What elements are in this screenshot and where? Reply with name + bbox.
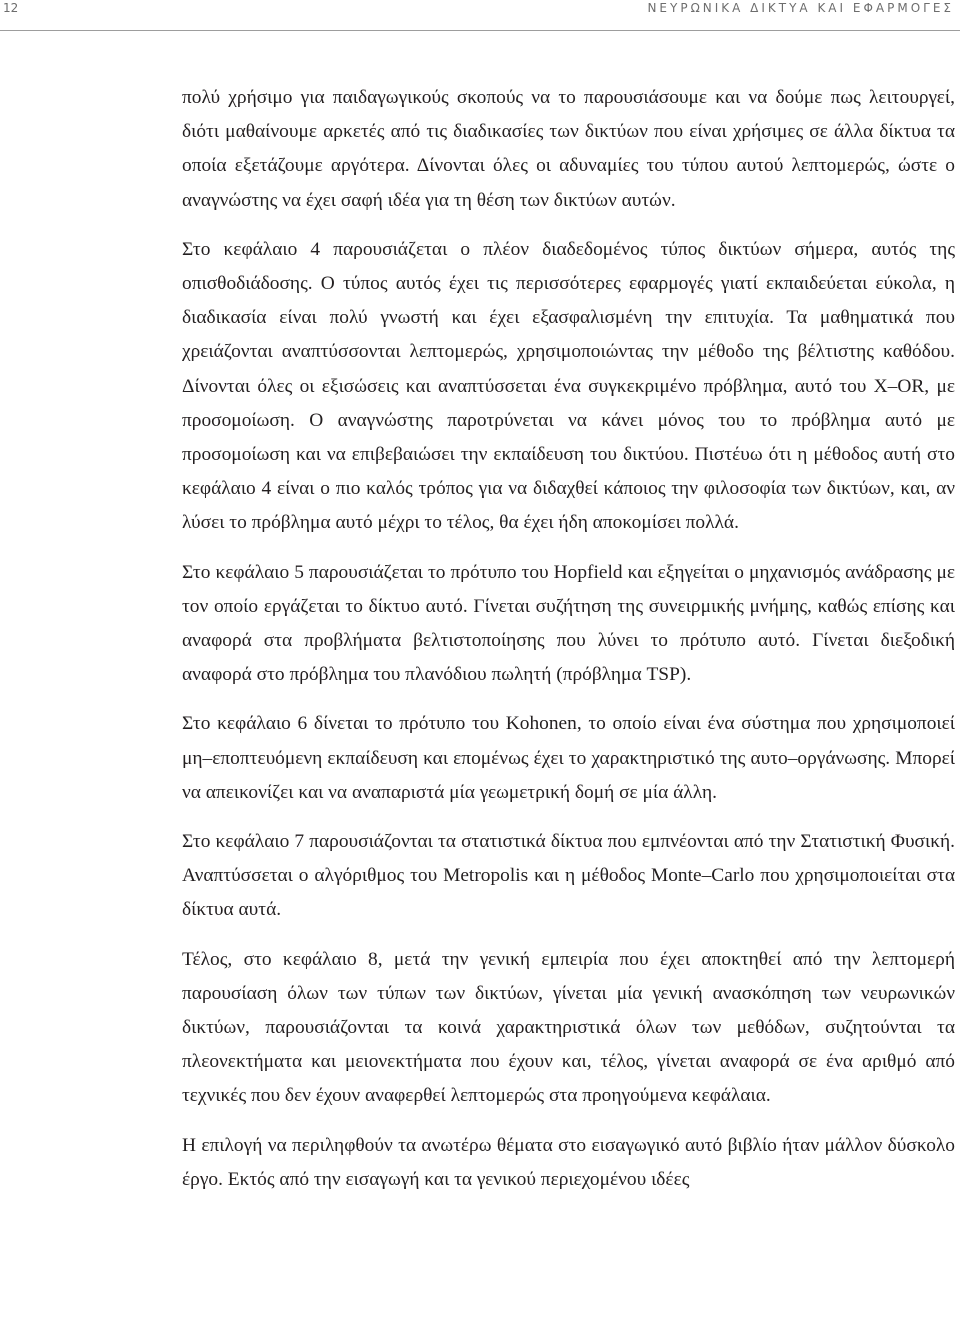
paragraph-chapter-8: Τέλος, στο κεφάλαιο 8, μετά την γενική εμπειρία που έχει αποκτηθεί από την λεπτομερή παρουσίαση όλων των τύπων των δικτύων, γίνεται μία γενική ανασκόπηση των νευρωνικών δικτύων, παρουσιάζονται τα κοινά χαρακτηριστικά όλων των μεθόδων, συζητούνται τα πλεονεκτήματα και μειονεκτήματα που έχουν και, τέλος, γίνεται αναφορά σε ένα αριθμό από τεχνικές που δεν έχουν αναφερθεί λεπτομερώς στα προηγούμενα κεφάλαια. — [182, 948, 955, 1107]
paragraph-intro-continued: πολύ χρήσιμο για παιδαγωγικούς σκοπούς να το παρουσιάσουμε και να δούμε πως λειτουργεί, διότι μαθαίνουμε αρκετές από τις διαδικασίες των δικτύων που είναι χρήσιμες σε άλλα δίκτυα τα οποία εξετάζουμε αργότερα. Δίνονται όλες οι αδυναμίες του τύπου αυτού λεπτομερώς, ώστε ο αναγνώστης να έχει σαφή ιδέα για τη θέση των δικτύων αυτών. — [182, 87, 955, 211]
paragraph-chapter-4: Στο κεφάλαιο 4 παρουσιάζεται ο πλέον διαδεδομένος τύπος δικτύων σήμερα, αυτός της οπισθοδιάδοσης. Ο τύπος αυτός έχει τις περισσότερες εφαρμογές γιατί εκπαιδεύεται εύκολα, η διαδικασία είναι πολύ γνωστή και έχει εξασφαλισμένη την επιτυχία. Τα μαθηματικά που χρειάζονται αναπτύσσονται λεπτομερώς, χρησιμοποιώντας την μέθοδο της βέλτιστης καθόδου. Δίνονται όλες οι εξισώσεις και αναπτύσσεται ένα συγκεκριμένο πρόβλημα, αυτό του X–OR, με προσομοίωση. Ο αναγνώστης παροτρύνεται να κάνει μόνος του το πρόβλημα αυτό με προσομοίωση και να επιβεβαιώσει την εκπαίδευση του δικτύου. Πιστέυω ότι η μέθοδος αυτή στο κεφάλαιο 4 είναι ο πιο καλός τρόπος για να διδαχθεί κάποιος την φιλοσοφία των δικτύων, και, αν λύσει το πρόβλημα αυτό μέχρι το τέλος, θα έχει ήδη αποκομίσει πολλά. — [182, 238, 955, 534]
page-number: 12 — [3, 1, 19, 15]
body-text — [182, 81, 955, 1212]
paragraph-chapter-7: Στο κεφάλαιο 7 παρουσιάζονται τα στατιστικά δίκτυα που εμπνέονται από την Στατιστική Φυσική. Αναπτύσσεται ο αλγόριθμος του Metropolis και η μέθοδος Monte–Carlo που χρησιμοποιείται στα δίκτυα αυτά. — [182, 831, 955, 921]
running-head — [0, 0, 960, 31]
book-title: ΝΕΥΡΩΝΙΚΑ ΔΙΚΤΥΑ ΚΑΙ ΕΦΑΡΜΟΓΕΣ — [647, 1, 954, 15]
paragraph-chapter-5: Στο κεφάλαιο 5 παρουσιάζεται το πρότυπο του Hopfield και εξηγείται ο μηχανισμός ανάδρασης με τον οποίο εργάζεται το δίκτυο αυτό. Γίνεται συζήτηση της συνειρμικής μνήμης, καθώς επίσης και αναφορά στα προβλήματα βελτιστοποίησης που λύνει το πρότυπο αυτό. Γίνεται διεξοδική αναφορά στο πρόβλημα του πλανόδιου πωλητή (πρόβλημα TSP). — [182, 561, 955, 686]
paragraph-topic-selection: Η επιλογή να περιληφθούν τα ανωτέρω θέματα στο εισαγωγικό αυτό βιβλίο ήταν μάλλον δύσκολο έργο. Εκτός από την εισαγωγή και τα γενικού περιεχομένου ιδέες — [182, 1134, 955, 1190]
paragraph-chapter-6: Στο κεφάλαιο 6 δίνεται το πρότυπο του Kohonen, το οποίο είναι ένα σύστημα που χρησιμοποιεί μη–εποπτευόμενη εκπαίδευση και επομένως έχει το χαρακτηριστικό της αυτο–οργάνωσης. Μπορεί να απεικονίζει και να αναπαριστά μία γεωμετρική δομή σε μία άλλη. — [182, 713, 955, 803]
